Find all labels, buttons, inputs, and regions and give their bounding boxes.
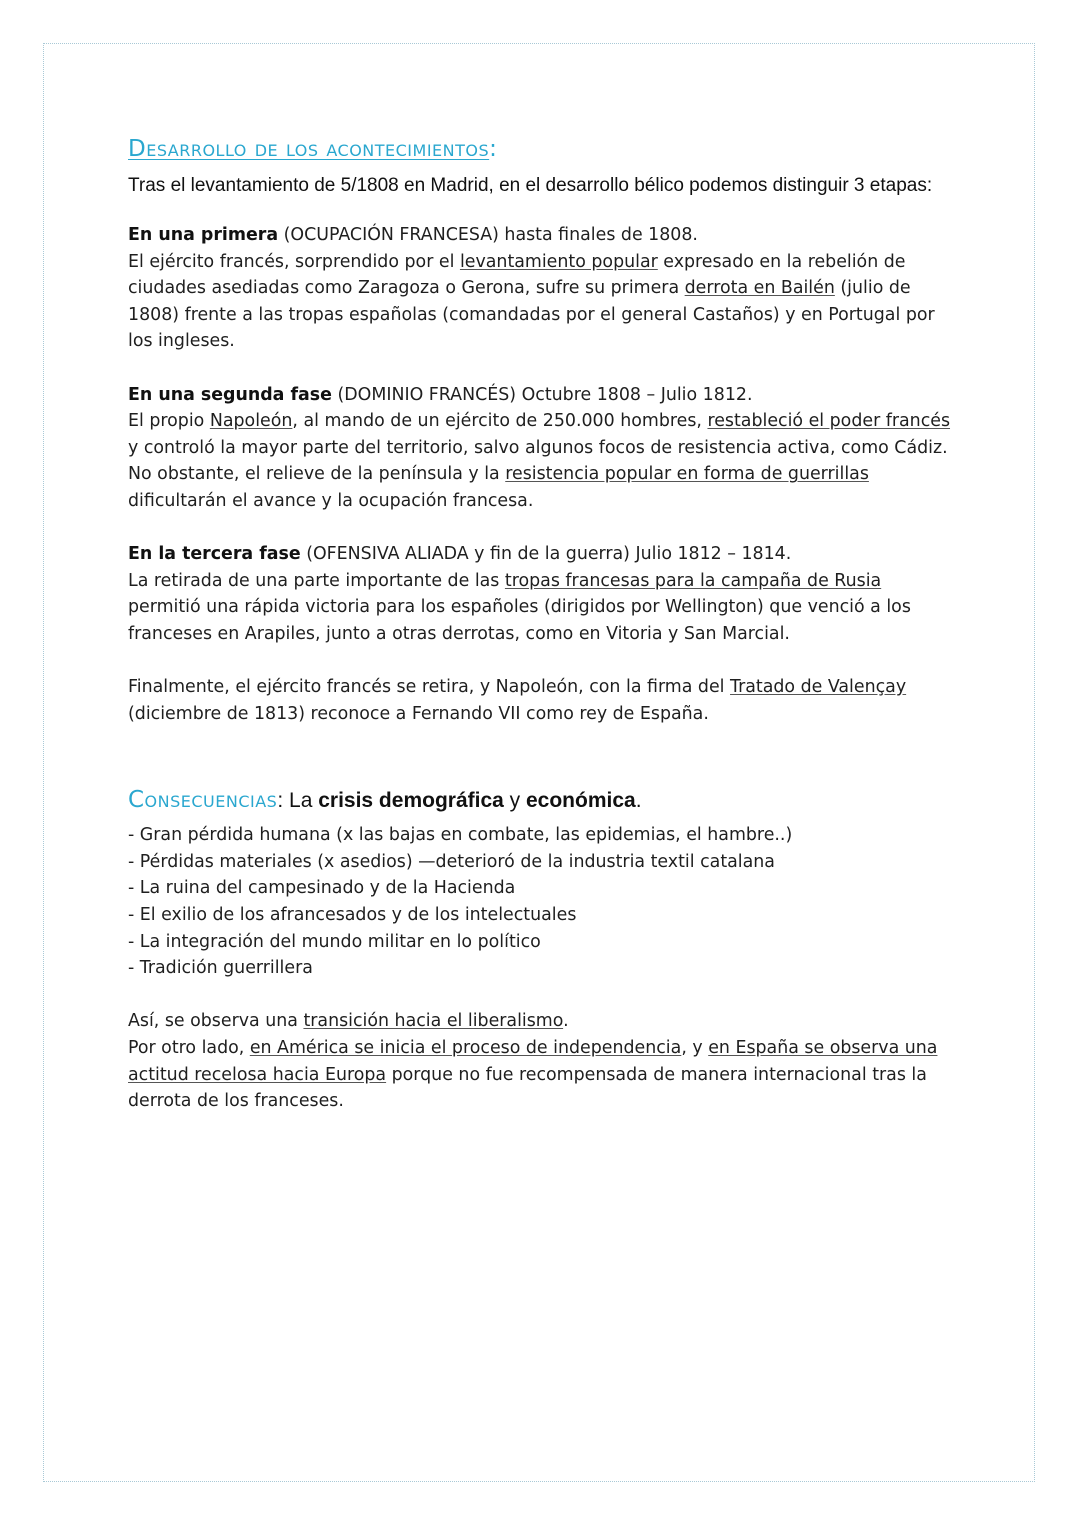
phase3-title: En la tercera fase — [128, 544, 301, 565]
underlined-term: Tratado de Valençay — [730, 677, 907, 698]
phase1-paragraph: En una primera (OCUPACIÓN FRANCESA) hasta finales de 1808. El ejército francés, sorprendido por el levantamiento popular expresado en la rebelión de ciudades asediadas como Zaragoza o Gerona, sufre su primera derrota en Bailén (julio de 1808) frente a las tropas españolas (comandadas por el general Castaños) y en Portugal por los ingleses. — [128, 225, 935, 352]
underlined-term: levantamiento popular — [459, 251, 658, 272]
final-paragraph: Finalmente, el ejército francés se retira, y Napoleón, con la firma del Tratado de Valençay (diciembre de 1813) reconoce a Fernando VII como rey de España. — [128, 677, 907, 724]
underlined-term: restableció el poder francés — [707, 411, 951, 432]
list-item: - Gran pérdida humana (x las bajas en combate, las epidemias, el hambre..) — [128, 825, 793, 846]
phase1-title: En una primera — [128, 225, 279, 245]
list-item: - Pérdidas materiales (x asedios) —deterioró de la industria textil catalana — [128, 851, 775, 872]
document-content — [128, 132, 958, 1115]
closing-paragraph: Así, se observa una transición hacia el liberalismo. Por otro lado, en América se inicia el proceso de independencia, y en España se observa una actitud recelosa hacia Europa porque no fue recompensada de manera internacional tras la derrota de los franceses. — [128, 1011, 938, 1112]
underlined-term: resistencia popular en forma de guerrillas — [505, 464, 869, 485]
consequences-list — [128, 822, 958, 982]
underlined-term: derrota en Bailén — [684, 278, 835, 299]
list-item: - La integración del mundo militar en lo político — [128, 931, 541, 952]
underlined-term: Napoleón — [209, 411, 293, 432]
list-item: - La ruina del campesinado y de la Hacienda — [128, 878, 516, 899]
section-heading-desarrollo: Desarrollo de los acontecimientos: — [128, 136, 498, 162]
phase2-title: En una segunda fase — [128, 384, 332, 405]
list-item: - Tradición guerrillera — [128, 958, 313, 979]
section-heading-consecuencias: Consecuencias: La crisis demográfica y económica. — [128, 787, 642, 814]
phase3-paragraph: En la tercera fase (OFENSIVA ALIADA y fin de la guerra) Julio 1812 – 1814. La retirada de una parte importante de las tropas francesas para la campaña de Rusia permitió una rápida victoria para los españoles (dirigidos por Wellington) que venció a los franceses en Arapiles, junto a otras derrotas, como en Vitoria y San Marcial. — [128, 544, 911, 644]
intro-paragraph: Tras el levantamiento de 5/1808 en Madrid, en el desarrollo bélico podemos distinguir 3 etapas: — [128, 175, 933, 196]
underlined-term: en España se observa una actitud recelosa hacia Europa — [128, 1038, 938, 1085]
underlined-term: tropas francesas para la campaña de Rusia — [504, 570, 882, 591]
phase2-paragraph: En una segunda fase (DOMINIO FRANCÉS) Octubre 1808 – Julio 1812. El propio Napoleón, al mando de un ejército de 250.000 hombres, restableció el poder francés y controló la mayor parte del territorio, salvo algunos focos de resistencia activa, como Cádiz. No obstante, el relieve de la península y la resistencia popular en forma de guerrillas dificultarán el avance y la ocupación francesa. — [128, 384, 951, 511]
underlined-term: transición hacia el liberalismo — [303, 1011, 564, 1032]
list-item: - El exilio de los afrancesados y de los intelectuales — [128, 905, 577, 926]
underlined-term: en América se inicia el proceso de independencia — [249, 1038, 682, 1059]
